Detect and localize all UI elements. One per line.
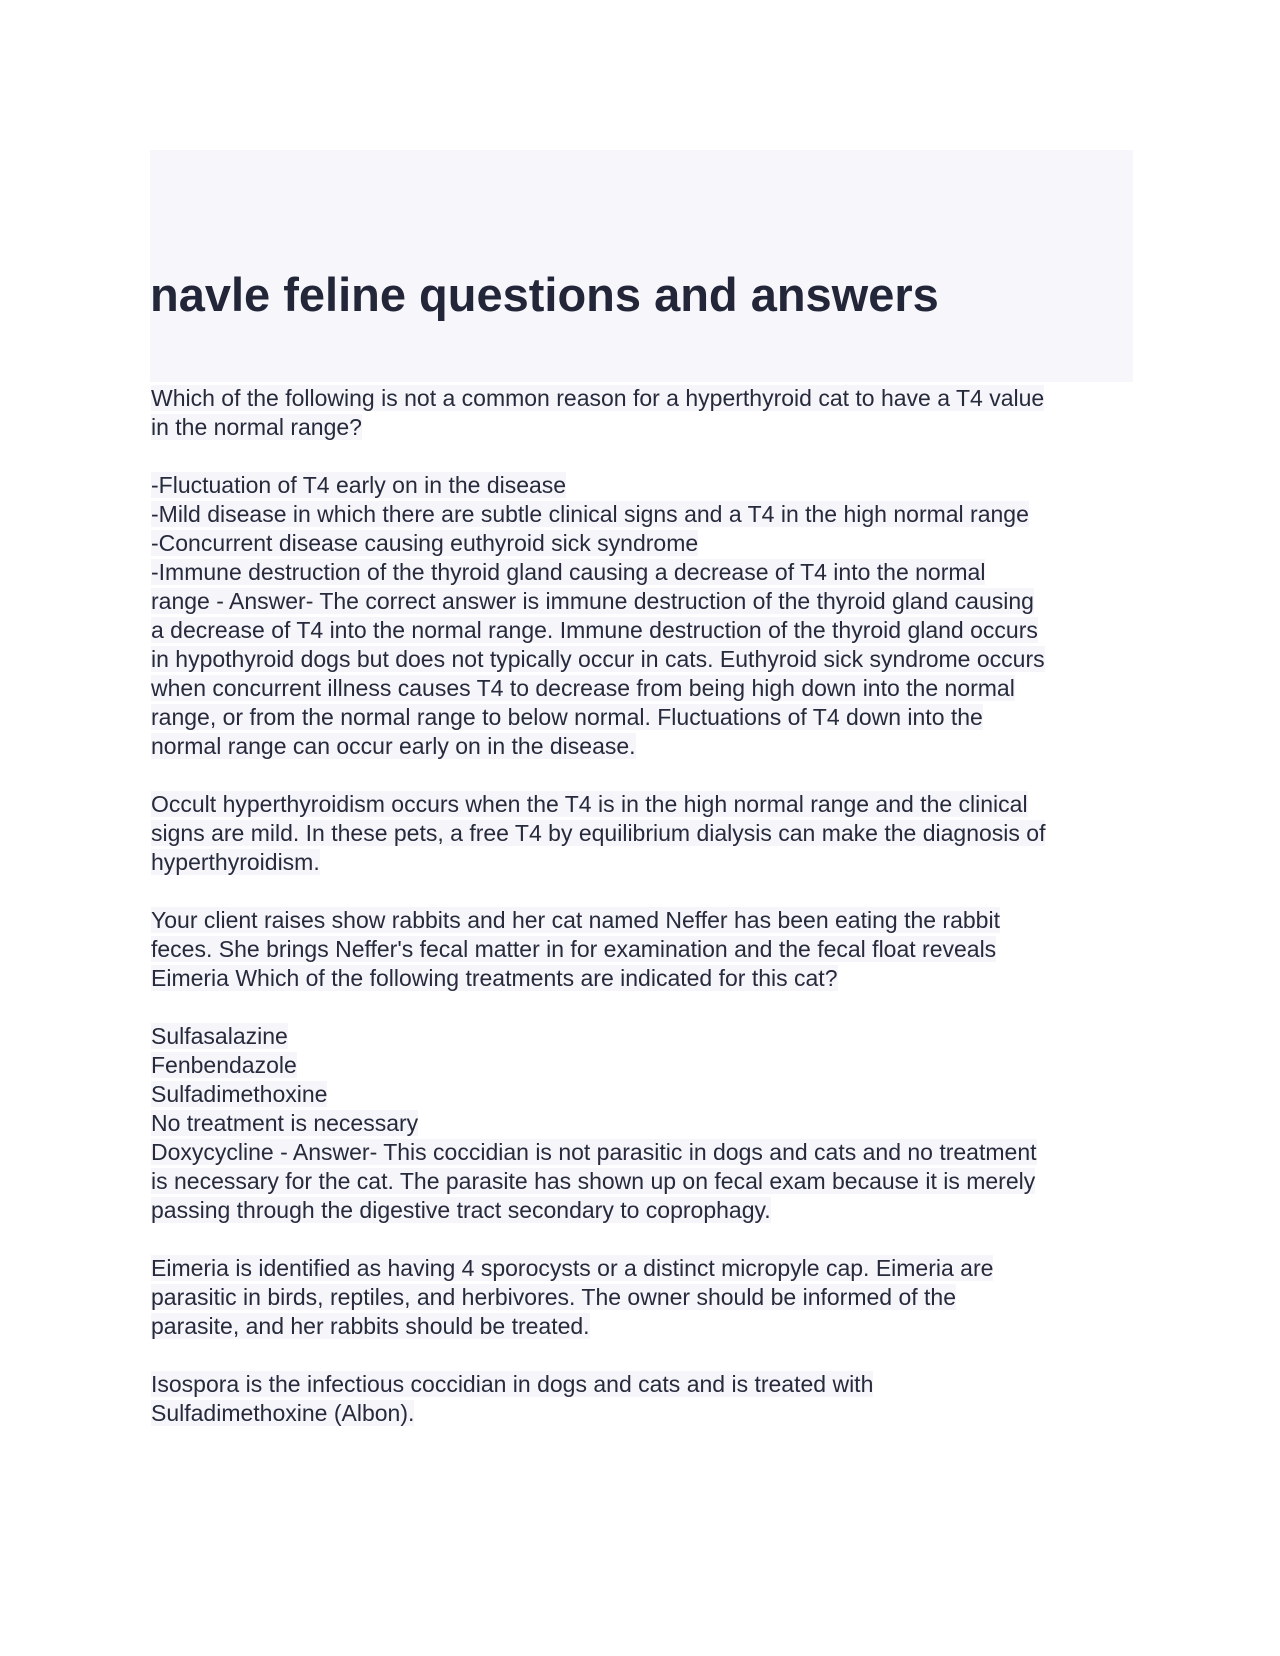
text-line [151,500,1141,529]
text-line [151,1022,1141,1051]
line-text: is necessary for the cat. The parasite has shown up on fecal exam because it is merely [151,1168,1036,1194]
line-text: parasitic in birds, reptiles, and herbivores. The owner should be informed of the [151,1284,957,1310]
text-line [151,1283,1141,1312]
line-text: in the normal range? [151,414,362,440]
text-line [151,906,1141,935]
line-text: Doxycycline - Answer- This coccidian is not parasitic in dogs and cats and no treatment [151,1139,1037,1165]
text-line [151,1167,1141,1196]
line-text: Fenbendazole [151,1052,297,1078]
text-line [151,1196,1141,1225]
text-line [151,558,1141,587]
line-text: Your client raises show rabbits and her cat named Neffer has been eating the rabbit [151,907,1000,933]
text-line [151,587,1141,616]
text-line [151,1109,1141,1138]
text-line [151,848,1141,877]
title-block [150,150,1133,382]
line-text: Eimeria is identified as having 4 sporocysts or a distinct micropyle cap. Eimeria are [151,1255,994,1281]
line-text: signs are mild. In these pets, a free T4 by equilibrium dialysis can make the diagnosis of [151,820,1046,846]
line-text: when concurrent illness causes T4 to decrease from being high down into the normal [151,675,1015,701]
line-text: parasite, and her rabbits should be treated. [151,1313,590,1339]
line-text: Sulfadimethoxine (Albon). [151,1400,415,1426]
text-line [151,790,1141,819]
paragraph [151,471,1141,761]
line-text: Eimeria Which of the following treatments are indicated for this cat? [151,965,838,991]
text-line [151,964,1141,993]
line-text: -Immune destruction of the thyroid gland causing a decrease of T4 into the normal [151,559,986,585]
line-text: range - Answer- The correct answer is immune destruction of the thyroid gland causing [151,588,1034,614]
paragraph [151,1370,1141,1428]
text-line [151,703,1141,732]
text-line [151,1312,1141,1341]
text-line [151,471,1141,500]
text-line [151,1051,1141,1080]
line-text: -Fluctuation of T4 early on in the disease [151,472,567,498]
line-text: normal range can occur early on in the disease. [151,733,636,759]
text-line [151,1370,1141,1399]
text-line [151,384,1141,413]
line-text: a decrease of T4 into the normal range. Immune destruction of the thyroid gland occurs [151,617,1038,643]
text-line [151,1080,1141,1109]
paragraph [151,906,1141,993]
line-text: -Concurrent disease causing euthyroid sick syndrome [151,530,699,556]
paragraph [151,1254,1141,1341]
line-text: Sulfadimethoxine [151,1081,328,1107]
line-text: in hypothyroid dogs but does not typically occur in cats. Euthyroid sick syndrome occurs [151,646,1045,672]
line-text: No treatment is necessary [151,1110,419,1136]
text-line [151,674,1141,703]
text-line [151,819,1141,848]
text-line [151,616,1141,645]
line-text: range, or from the normal range to below normal. Fluctuations of T4 down into the [151,704,983,730]
text-line [151,529,1141,558]
text-line [151,1254,1141,1283]
text-line [151,1138,1141,1167]
paragraph [151,1022,1141,1225]
document-title: navle feline questions and answers [150,268,939,321]
document-body [151,384,1141,1428]
text-line [151,645,1141,674]
line-text: passing through the digestive tract secondary to coprophagy. [151,1197,771,1223]
text-line [151,732,1141,761]
line-text: -Mild disease in which there are subtle clinical signs and a T4 in the high normal range [151,501,1029,527]
text-line [151,1399,1141,1428]
line-text: feces. She brings Neffer's fecal matter in for examination and the fecal float reveals [151,936,997,962]
line-text: hyperthyroidism. [151,849,320,875]
paragraph [151,790,1141,877]
line-text: Which of the following is not a common reason for a hyperthyroid cat to have a T4 value [151,385,1045,411]
text-line [151,413,1141,442]
line-text: Sulfasalazine [151,1023,288,1049]
line-text: Isospora is the infectious coccidian in dogs and cats and is treated with [151,1371,874,1397]
text-line [151,935,1141,964]
line-text: Occult hyperthyroidism occurs when the T4 is in the high normal range and the clinical [151,791,1028,817]
paragraph [151,384,1141,442]
